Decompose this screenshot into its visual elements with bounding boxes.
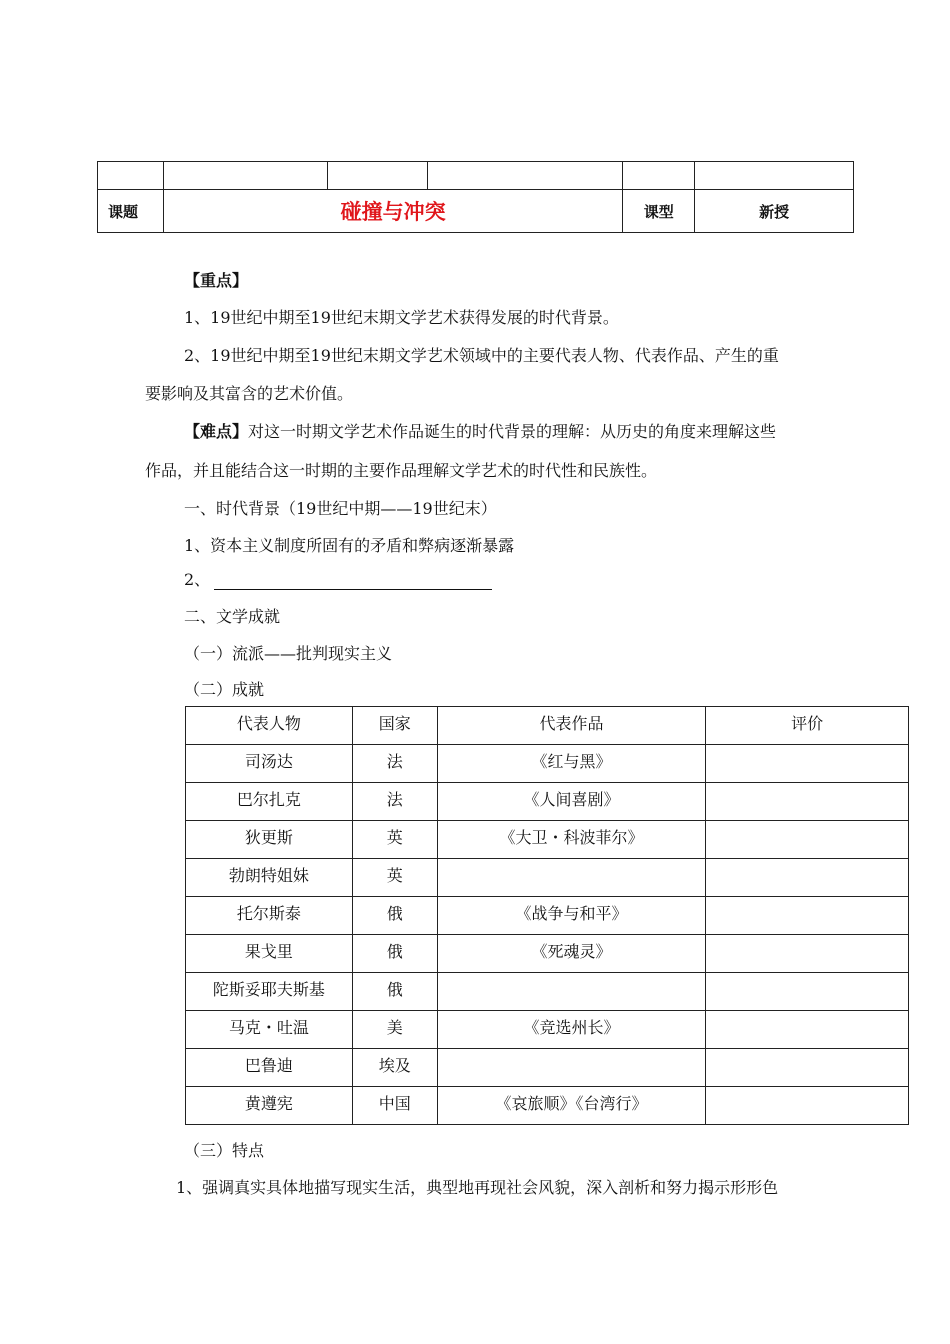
evaluation-cell[interactable] xyxy=(706,1087,909,1125)
key-points-heading: 【重点】 xyxy=(184,271,249,290)
person-cell: 陀斯妥耶夫斯基 xyxy=(186,973,353,1011)
evaluation-cell[interactable] xyxy=(706,1049,909,1087)
table-row xyxy=(186,935,909,973)
country-cell: 英 xyxy=(352,859,437,897)
blank-cell xyxy=(98,162,164,190)
section2-sub2: （二）成就 xyxy=(184,680,265,699)
table-row xyxy=(186,821,909,859)
table-row xyxy=(186,897,909,935)
country-cell: 埃及 xyxy=(352,1049,437,1087)
country-cell: 英 xyxy=(352,821,437,859)
section1-item1: 1、资本主义制度所固有的矛盾和弊病逐渐暴露 xyxy=(184,536,515,555)
table-row xyxy=(186,1011,909,1049)
header-blank-row xyxy=(98,162,854,190)
col-header-country: 国家 xyxy=(352,707,437,745)
col-header-evaluation: 评价 xyxy=(706,707,909,745)
blank-cell xyxy=(163,162,327,190)
key-point-1: 1、19世纪中期至19世纪末期文学艺术获得发展的时代背景。 xyxy=(184,308,619,327)
evaluation-cell[interactable] xyxy=(706,935,909,973)
person-cell: 黄遵宪 xyxy=(186,1087,353,1125)
person-cell: 狄更斯 xyxy=(186,821,353,859)
country-cell: 俄 xyxy=(352,897,437,935)
works-cell: 《竞选州长》 xyxy=(437,1011,706,1049)
works-cell xyxy=(437,973,706,1011)
section1-item2 xyxy=(184,567,492,590)
section2-sub3: （三）特点 xyxy=(184,1141,265,1160)
evaluation-cell[interactable] xyxy=(706,897,909,935)
feature-1: 1、强调真实具体地描写现实生活，典型地再现社会风貌，深入剖析和努力揭示形形色 xyxy=(176,1178,779,1197)
evaluation-cell[interactable] xyxy=(706,859,909,897)
evaluation-cell[interactable] xyxy=(706,1011,909,1049)
works-cell: 《死魂灵》 xyxy=(437,935,706,973)
table-row xyxy=(186,973,909,1011)
blank-cell xyxy=(623,162,695,190)
country-cell: 俄 xyxy=(352,935,437,973)
evaluation-cell[interactable] xyxy=(706,821,909,859)
country-cell: 法 xyxy=(352,745,437,783)
blank-cell xyxy=(695,162,854,190)
key-point-2-line2: 要影响及其富含的艺术价值。 xyxy=(145,384,354,403)
person-cell: 巴鲁迪 xyxy=(186,1049,353,1087)
person-cell: 巴尔扎克 xyxy=(186,783,353,821)
works-cell xyxy=(437,859,706,897)
section2-sub1: （一）流派——批判现实主义 xyxy=(184,644,393,663)
table-row xyxy=(186,1049,909,1087)
type-label: 课型 xyxy=(623,190,695,233)
type-value: 新授 xyxy=(695,190,854,233)
evaluation-cell[interactable] xyxy=(706,973,909,1011)
person-cell: 果戈里 xyxy=(186,935,353,973)
table-row xyxy=(186,859,909,897)
country-cell: 中国 xyxy=(352,1087,437,1125)
section1-title: 一、时代背景（19世纪中期——19世纪末） xyxy=(184,499,497,518)
achievements-table-body xyxy=(186,745,909,1125)
col-header-person: 代表人物 xyxy=(186,707,353,745)
difficulty-text1: 对这一时期文学艺术作品诞生的时代背景的理解：从历史的角度来理解这些 xyxy=(248,422,777,441)
evaluation-cell[interactable] xyxy=(706,783,909,821)
header-title-row xyxy=(98,190,854,233)
works-cell: 《哀旅顺》《台湾行》 xyxy=(437,1087,706,1125)
fill-in-blank[interactable] xyxy=(214,571,492,590)
works-cell: 《人间喜剧》 xyxy=(437,783,706,821)
blank-cell xyxy=(327,162,427,190)
topic-label: 课题 xyxy=(98,190,164,233)
evaluation-cell[interactable] xyxy=(706,745,909,783)
section1-item2-prefix: 2、 xyxy=(184,570,211,589)
person-cell: 司汤达 xyxy=(186,745,353,783)
works-cell: 《大卫・科波菲尔》 xyxy=(437,821,706,859)
works-cell xyxy=(437,1049,706,1087)
country-cell: 法 xyxy=(352,783,437,821)
difficulty-line1 xyxy=(184,419,776,442)
works-cell: 《战争与和平》 xyxy=(437,897,706,935)
header-table xyxy=(97,161,854,233)
lesson-title: 碰撞与冲突 xyxy=(163,190,622,233)
works-cell: 《红与黑》 xyxy=(437,745,706,783)
difficulty-heading: 【难点】 xyxy=(184,422,249,441)
col-header-works: 代表作品 xyxy=(437,707,706,745)
person-cell: 勃朗特姐妹 xyxy=(186,859,353,897)
table-row xyxy=(186,1087,909,1125)
table-row xyxy=(186,783,909,821)
achievements-table xyxy=(185,706,909,1125)
key-point-2-line1: 2、19世纪中期至19世纪末期文学艺术领域中的主要代表人物、代表作品、产生的重 xyxy=(184,346,779,365)
country-cell: 俄 xyxy=(352,973,437,1011)
difficulty-line2: 作品，并且能结合这一时期的主要作品理解文学艺术的时代性和民族性。 xyxy=(145,461,658,480)
country-cell: 美 xyxy=(352,1011,437,1049)
person-cell: 托尔斯泰 xyxy=(186,897,353,935)
person-cell: 马克・吐温 xyxy=(186,1011,353,1049)
section2-title: 二、文学成就 xyxy=(184,607,281,626)
table-row xyxy=(186,745,909,783)
table-header-row xyxy=(186,707,909,745)
blank-cell xyxy=(427,162,623,190)
